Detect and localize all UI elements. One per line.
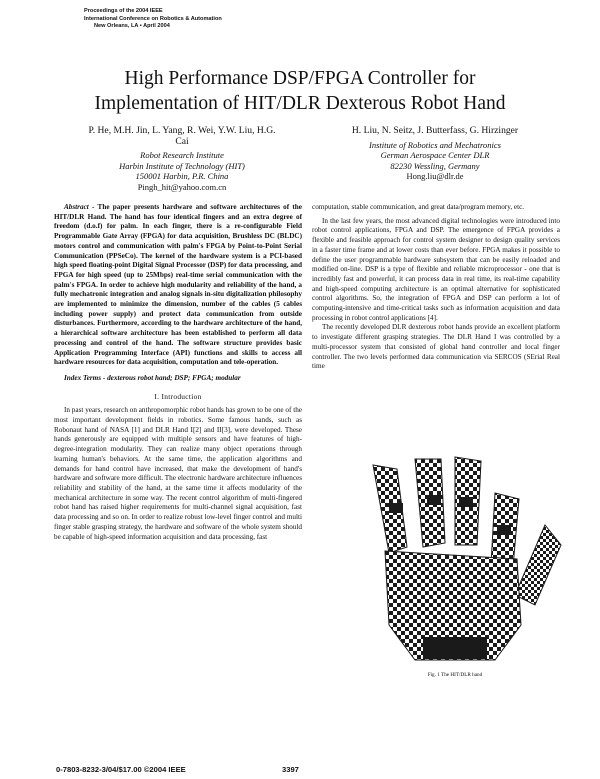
body-paragraph: computation, stable communication, and great data/program memory, etc.	[312, 203, 525, 211]
abstract	[54, 203, 302, 368]
author-block-hit	[82, 126, 282, 192]
figure-caption: Fig. 1 The HIT/DLR hand	[427, 672, 483, 678]
section-heading-introduction: I. Introduction	[154, 391, 202, 401]
author-names: P. He, M.H. Jin, L. Yang, R. Wei, Y.W. Liu, H.G. Cai	[88, 125, 276, 147]
title-line-2: Implementation of HIT/DLR Dexterous Robot Hand	[94, 93, 506, 114]
author-email[interactable]: Pingh_hit@yahoo.com.cn	[137, 181, 227, 192]
index-terms-text: - dexterous robot hand; DSP; FPGA; modular	[101, 373, 241, 382]
conference-line-2: International Conference on Robotics & Automation	[84, 15, 222, 22]
introduction-paragraph: In past years, research on anthropomorphic robot hands has grown to be one of the most important development fields in robotics. Some famous hands, such as Robonaut hand of NASA [1] and DLR Hand I[2] and II[3], were developed. These hands generously are equipped with multiple sensors and have features of high-degree-integration modularity. They can realize many object operations through learning human's behaviors. At the same time, the application algorithms and demands for hand control have increased, that make the development of hand's hardware and software more difficult. The electronic hardware architecture influences reliability and stability of the hand, at the same time it affects modularity of the mechanical architecture in some way. The recent control algorithm of multi-fingered robot hand has raised higher requirements for multi-channel signal acquisition, fast data processing and so on. In order to realize robust low-level finger control and multi finger stable grasping strategy, the hardware and software of the whole system should be capable of high-speed information acquisition and data processing, fast	[54, 406, 302, 541]
affiliation-line: Harbin Institute of Technology (HIT)	[119, 160, 245, 171]
author-block-dlr	[330, 126, 540, 182]
conference-line-1: Proceedings of the 2004 IEEE	[84, 8, 163, 14]
abstract-text: - The paper presents hardware and software architectures of the HIT/DLR Hand. The hand has four identical fingers and an extra degree of freedom (d.o.f) for palm. In each finger, there is a re-configurable Field Programmable Gate Array (FPGA) for data acquisition, Brushless DC (BLDC) motors control and communication with palm's FPGA by Point-to-Point Serial Communication (PPSeCo). The kernel of the hardware system is a PCI-based high speed floating-point Digital Signal Processor (DSP) for data processing, and FPGA for high speed (up to 25Mbps) real-time serial communication with the palm's FPGA. In order to achieve high modularity and reliability of the hand, a fully mechatronic integration and analog signals in-situ digitalization philosophy are implemented to minimize the dimension, number of the cables (5 cables including power supply) and protect data communication from outside disturbances. Furthermore, according to the hardware architecture of the hand, a hierarchical software architecture has been established to perform all data processing and control of the hand. The software structure provides basic Application Programming Interface (API) functions and skills to access all hardware resources for data acquisition, computation and tele-operation.	[54, 203, 302, 367]
paper-title	[0, 66, 600, 116]
finger-joint	[389, 503, 403, 513]
index-terms-label: Index Terms	[64, 373, 102, 382]
body-paragraph: In the last few years, the most advanced digital technologies were introduced into robot control applications, FPGA and DSP. The emergence of FPGA provides a flexible and feasible approach for control system designer to design quality services in a faster time frame and at lower costs than ever before. FPGA makes it possible to define the user programmable hardware subsystem that can be easily reloaded and modified on-line. DSP is a type of flexible and reliable microprocessor - one that is incredibly fast and powerful, it can process data in real time, its real-time capability and high-speed computing architecture is an optimal alternative for sophisticated control algorithms. So, the integration of FPGA and DSP can perform a lot of computing-intensive and time-critical tasks such as information acquisition and data processing in robot control applications [4].	[312, 216, 560, 322]
finger-joint	[497, 525, 511, 535]
author-names: H. Liu, N. Seitz, J. Butterfass, G. Hirzinger	[351, 125, 519, 136]
figure-robot-hand	[345, 455, 565, 670]
right-column	[312, 203, 560, 372]
affiliation-line: Robot Research Institute	[140, 150, 224, 160]
index-terms	[54, 374, 302, 384]
thumb-shape	[515, 525, 561, 605]
conference-header	[84, 8, 222, 31]
affiliation-line: 82230 Wessling, Germany	[390, 160, 480, 171]
affiliation-line: Institute of Robotics and Mechatronics	[369, 139, 501, 150]
author-email[interactable]: Hong.liu@dlr.de	[406, 171, 464, 181]
finger-joint	[427, 495, 441, 505]
left-column	[54, 203, 302, 542]
palm-base	[423, 637, 487, 659]
abstract-label: Abstract	[64, 203, 89, 211]
affiliation-line: German Aerospace Center DLR	[380, 150, 490, 160]
title-line-1: High Performance DSP/FPGA Controller for	[124, 68, 476, 89]
copyright-line: 0-7803-8232-3/04/$17.00 ©2004 IEEE	[56, 765, 186, 774]
body-paragraph: The recently developed DLR dexterous robot hands provide an excellent platform to investigate different grasping strategies. The DLR Hand I was controlled by a multi-processor system that consisted of global hand controller and local finger controller. The two levels performed data communication via SERCOS (SErial Real time	[312, 323, 560, 371]
page-number: 3397	[282, 765, 299, 774]
affiliation-line: 150001 Harbin, P.R. China	[135, 171, 229, 181]
robot-hand-image	[345, 455, 565, 670]
conference-line-3: New Orleans, LA • April 2004	[94, 23, 170, 30]
finger-joint	[459, 497, 473, 507]
